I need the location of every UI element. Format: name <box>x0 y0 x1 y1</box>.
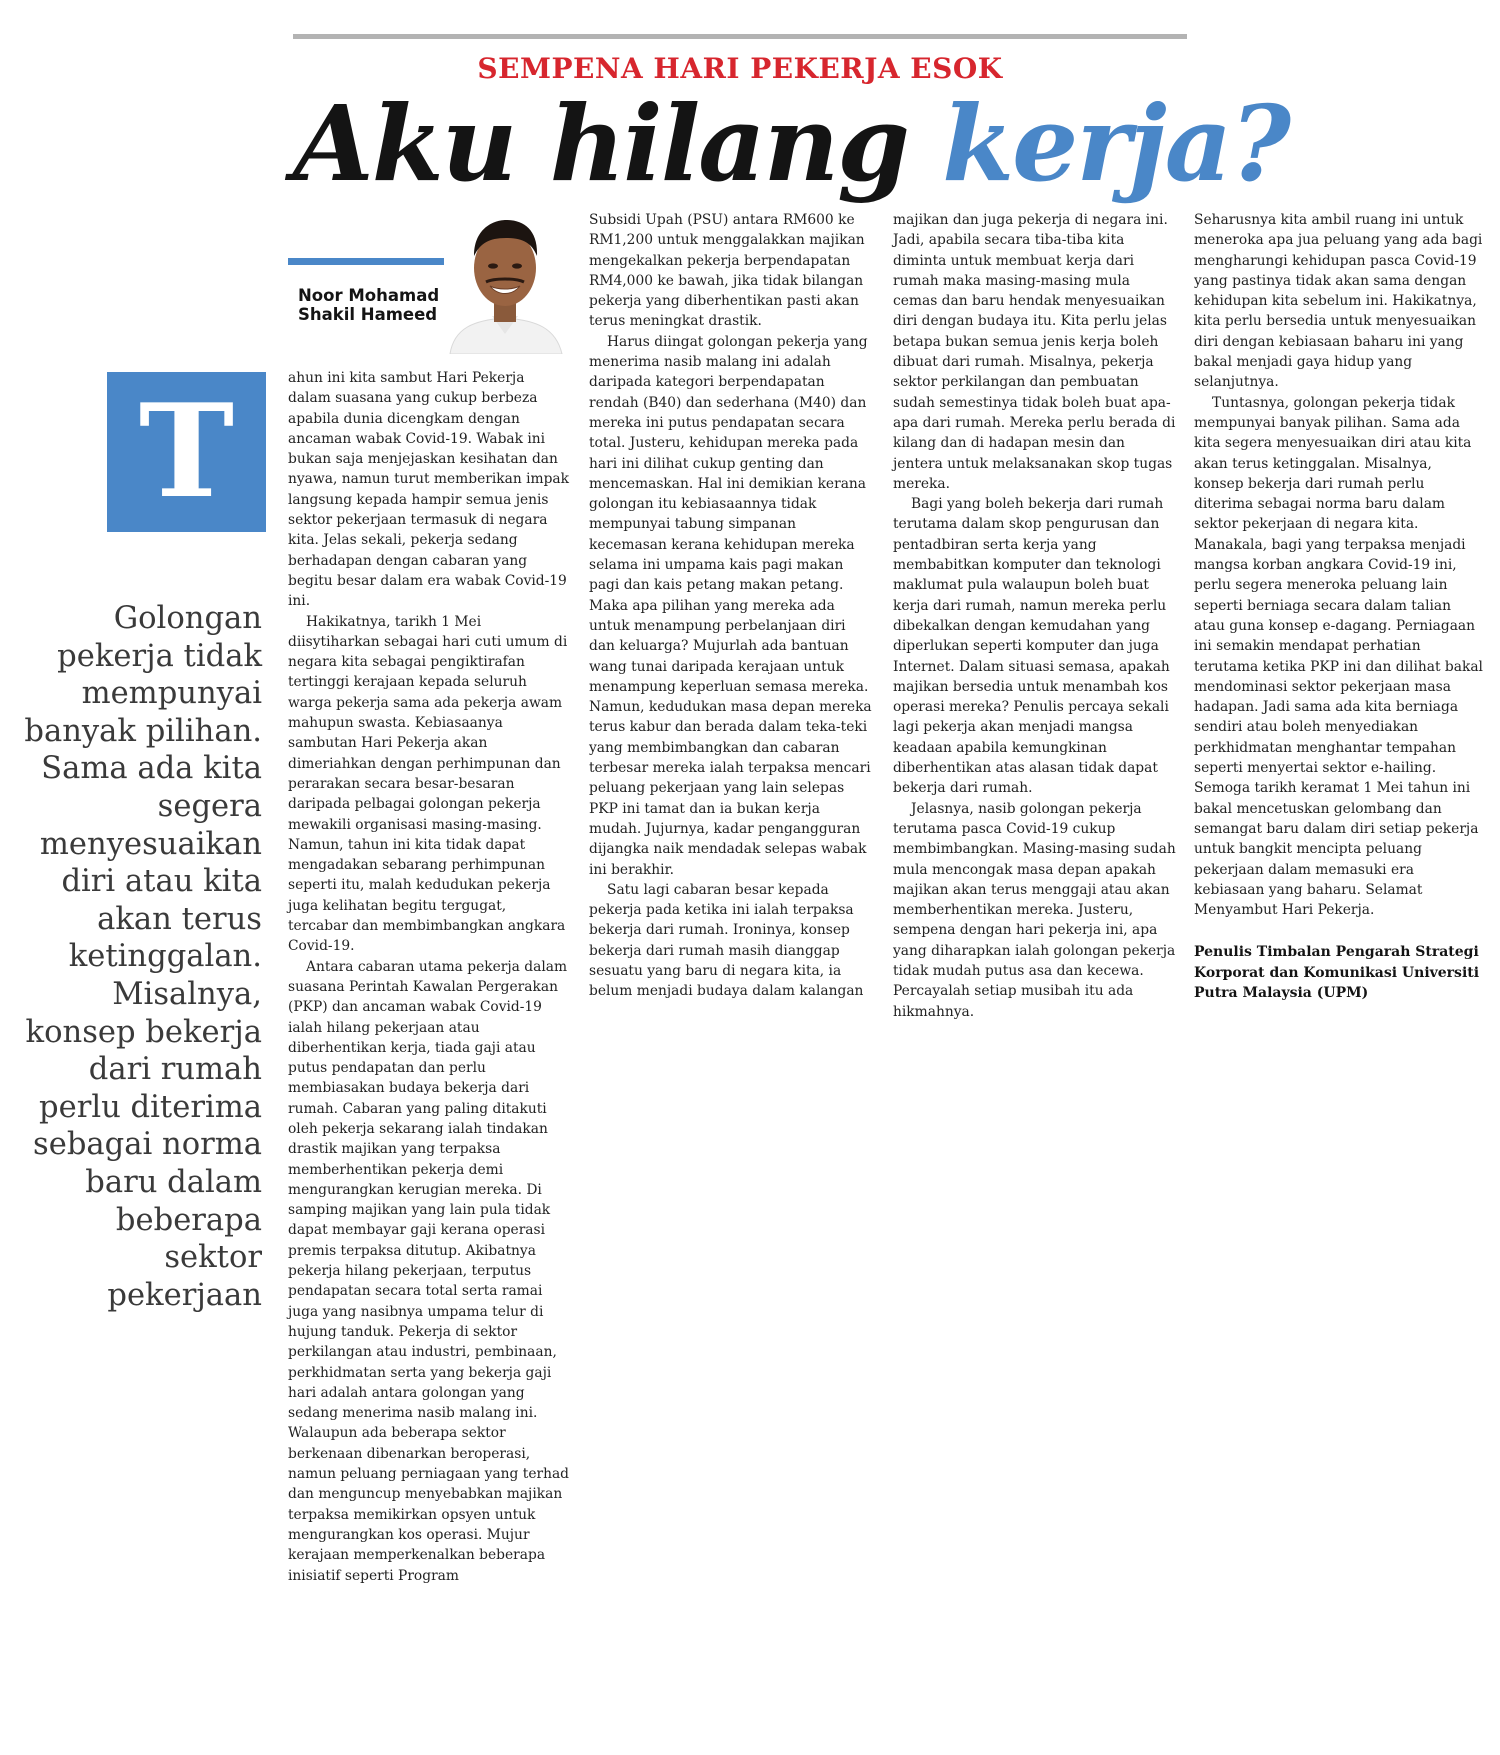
author-note: Penulis Timbalan Pengarah Strategi Korporat dan Komunikasi Universiti Putra Malaysia (UPM) <box>1194 944 1480 1001</box>
article-column-2 <box>589 210 874 1002</box>
kicker: SEMPENA HARI PEKERJA ESOK <box>477 52 1003 85</box>
paragraph: Seharusnya kita ambil ruang ini untuk meneroka apa jua peluang yang ada bagi mengharungi kehidupan pasca Covid-19 yang pastinya tidak akan sama dengan kehidupan kita sebelum ini. Hakikatnya, kita perlu bersedia untuk menyesuaikan diri dengan kebiasaan baharu ini yang bakal menjadi gaya hidup yang selanjutnya. <box>1194 212 1483 391</box>
pull-quote: Golongan pekerja tidak mempunyai banyak pilihan. Sama ada kita segera menyesuaikan diri atau kita akan terus ketinggalan. Misalnya, konsep bekerja dari rumah perlu diterima sebagai norma baru dalam beberapa sektor pekerjaan <box>24 601 262 1313</box>
paragraph: Subsidi Upah (PSU) antara RM600 ke RM1,200 untuk menggalakkan majikan mengekalkan pekerja berpendapatan RM4,000 ke bawah, jika tidak bilangan pekerja yang diberhentikan pasti akan terus meningkat drastik. <box>589 212 865 330</box>
dropcap-letter: T <box>138 377 235 527</box>
author-name: Noor Mohamad Shakil Hameed <box>298 286 440 324</box>
paragraph: majikan dan juga pekerja di negara ini. Jadi, apabila secara tiba-tiba kita diminta untuk membuat kerja dari rumah maka masing-masing mula cemas dan baru hendak menyesuaikan diri dengan budaya itu. Kita perlu jelas betapa bukan semua jenis kerja boleh dibuat dari rumah. Misalnya, pekerja sektor perkilangan dan pembuatan sudah semestinya tidak boleh buat apa-apa dari rumah. Mereka perlu berada di kilang dan di hadapan mesin dan jentera untuk melaksanakan skop tugas mereka. <box>893 212 1176 492</box>
paragraph: Tuntasnya, golongan pekerja tidak mempunyai banyak pilihan. Sama ada kita segera menyesuaikan diri atau kita akan terus ketinggalan. Misalnya, konsep bekerja dari rumah perlu diterima sebagai norma baru dalam sektor pekerjaan di negara kita. Manakala, bagi yang terpaksa menjadi mangsa korban angkara Covid-19 ini, perlu segera meneroka peluang lain seperti berniaga secara dalam talian atau guna konsep e-dagang. Perniagaan ini semakin mendapat perhatian terutama ketika PKP ini dan dilihat bakal mendominasi sektor pekerjaan masa hadapan. Jadi sama ada kita berniaga sendiri atau boleh menyediakan perkhidmatan menghantar tempahan seperti menyertai sektor e-hailing. Semoga tarikh keramat 1 Mei tahun ini bakal mencetuskan gelombang dan semangat baru dalam diri setiap pekerja untuk bangkit mencipta peluang pekerjaan dalam memasuki era kebiasaan yang baharu. Selamat Menyambut Hari Pekerja. <box>1194 394 1483 919</box>
paragraph: Antara cabaran utama pekerja dalam suasana Perintah Kawalan Pergerakan (PKP) dan ancaman wabak Covid-19 ialah hilang pekerjaan atau diberhentikan kerja, tiada gaji atau putus pendapatan dan perlu membiasakan budaya bekerja dari rumah. Cabaran yang paling ditakuti oleh pekerja sekarang ialah tindakan drastik majikan yang terpaksa memberhentikan pekerja demi mengurangkan kerugian mereka. Di samping majikan yang lain pula tidak dapat membayar gaji kerana operasi premis terpaksa ditutup. Akibatnya pekerja hilang pekerjaan, terputus pendapatan secara total serta ramai juga yang nasibnya umpama telur di hujung tanduk. Pekerja di sektor perkilangan atau industri, pembinaan, perkhidmatan serta yang bekerja gaji hari adalah antara golongan yang sedang menerima nasib malang ini. Walaupun ada beberapa sektor berkenaan dibenarkan beroperasi, namun peluang perniagaan yang terhad dan menguncup menyebabkan majikan terpaksa memikirkan opsyen untuk mengurangkan kos operasi. Mujur kerajaan memperkenalkan beberapa inisiatif seperti Program <box>288 958 570 1584</box>
paragraph: Bagi yang boleh bekerja dari rumah terutama dalam skop pengurusan dan pentadbiran serta kerja yang membabitkan komputer dan teknologi maklumat pula walaupun boleh buat kerja dari rumah, namun mereka perlu dibekalkan dengan kemudahan yang diperlukan seperti komputer dan juga Internet. Dalam situasi semasa, apakah majikan bersedia untuk menambah kos operasi mereka? Penulis percaya sekali lagi pekerja akan menjadi mangsa keadaan apabila kemungkinan diberhentikan atas alasan tidak dapat bekerja dari rumah. <box>893 496 1170 797</box>
headline <box>293 82 1290 205</box>
author-portrait <box>444 216 566 354</box>
headline-part-1: Aku hilang <box>293 82 943 205</box>
paragraph: Satu lagi cabaran besar kepada pekerja pada ketika ini ialah terpaksa bekerja dari rumah. Ironinya, konsep bekerja dari rumah masih dianggap sesuatu yang baru di negara kita, ia belum menjadi budaya dalam kalangan <box>589 881 864 1000</box>
paragraph: ahun ini kita sambut Hari Pekerja dalam suasana yang cukup berbeza apabila dunia dicengkam dengan ancaman wabak Covid-19. Wabak ini bukan saja menjejaskan kesihatan dan nyawa, namun turut memberikan impak langsung kepada hampir semua jenis sektor pekerjaan termasuk di negara kita. Jelas sekali, pekerja sedang berhadapan dengan cabaran yang begitu besar dalam era wabak Covid-19 ini. <box>288 370 570 610</box>
paragraph: Jelasnya, nasib golongan pekerja terutama pasca Covid-19 cukup membimbangkan. Masing-masing sudah mula mencongak masa depan apakah majikan akan terus menggaji atau akan memberhentikan mereka. Justeru, sempena dengan hari pekerja ini, apa yang diharapkan ialah golongan pekerja tidak mudah putus asa dan kecewa. Percayalah setiap musibah itu ada hikmahnya. <box>893 800 1176 1020</box>
article-column-4 <box>1194 210 1484 1003</box>
byline <box>288 216 566 354</box>
paragraph: Harus diingat golongan pekerja yang menerima nasib malang ini adalah daripada kategori berpendapatan rendah (B40) dan sederhana (M40) dan mereka ini putus pendapatan secara total. Justeru, kehidupan mereka pada hari ini dilihat cukup genting dan mencemaskan. Hal ini demikian kerana golongan itu kebiasaannya tidak mempunyai tabung simpanan kecemasan kerana kehidupan mereka selama ini umpama kais pagi makan pagi dan kais petang makan petang. Maka apa pilihan yang mereka ada untuk menampung perbelanjaan diri dan keluarga? Mujurlah ada bantuan wang tunai daripada kerajaan untuk menampung keperluan semasa mereka. Namun, kedudukan masa depan mereka terus kabur dan berada dalam teka-teki yang membimbangkan dan cabaran terbesar mereka ialah terpaksa mencari peluang pekerjaan yang lain selepas PKP ini tamat dan ia bukan kerja mudah. Jujurnya, kadar pengangguran dijangka naik mendadak selepas wabak ini berakhir. <box>589 333 872 878</box>
article-column-3 <box>893 210 1178 1022</box>
top-rule <box>293 34 1187 39</box>
article-column-1 <box>288 368 570 1586</box>
headline-part-2: kerja? <box>942 82 1290 205</box>
dropcap-box <box>107 372 266 532</box>
paragraph: Hakikatnya, tarikh 1 Mei diisytiharkan sebagai hari cuti umum di negara kita sebagai pengiktirafan tertinggi kerajaan kepada seluruh warga pekerja sama ada pekerja awam mahupun swasta. Kebiasaanya sambutan Hari Pekerja akan dimeriahkan dengan perhimpunan dan perarakan secara besar-besaran daripada pelbagai golongan pekerja mewakili organisasi masing-masing. Namun, tahun ini kita tidak dapat mengadakan sebarang perhimpunan seperti itu, malah kedudukan pekerja juga kelihatan begitu tergugat, tercabar dan membimbangkan angkara Covid-19. <box>288 613 568 955</box>
